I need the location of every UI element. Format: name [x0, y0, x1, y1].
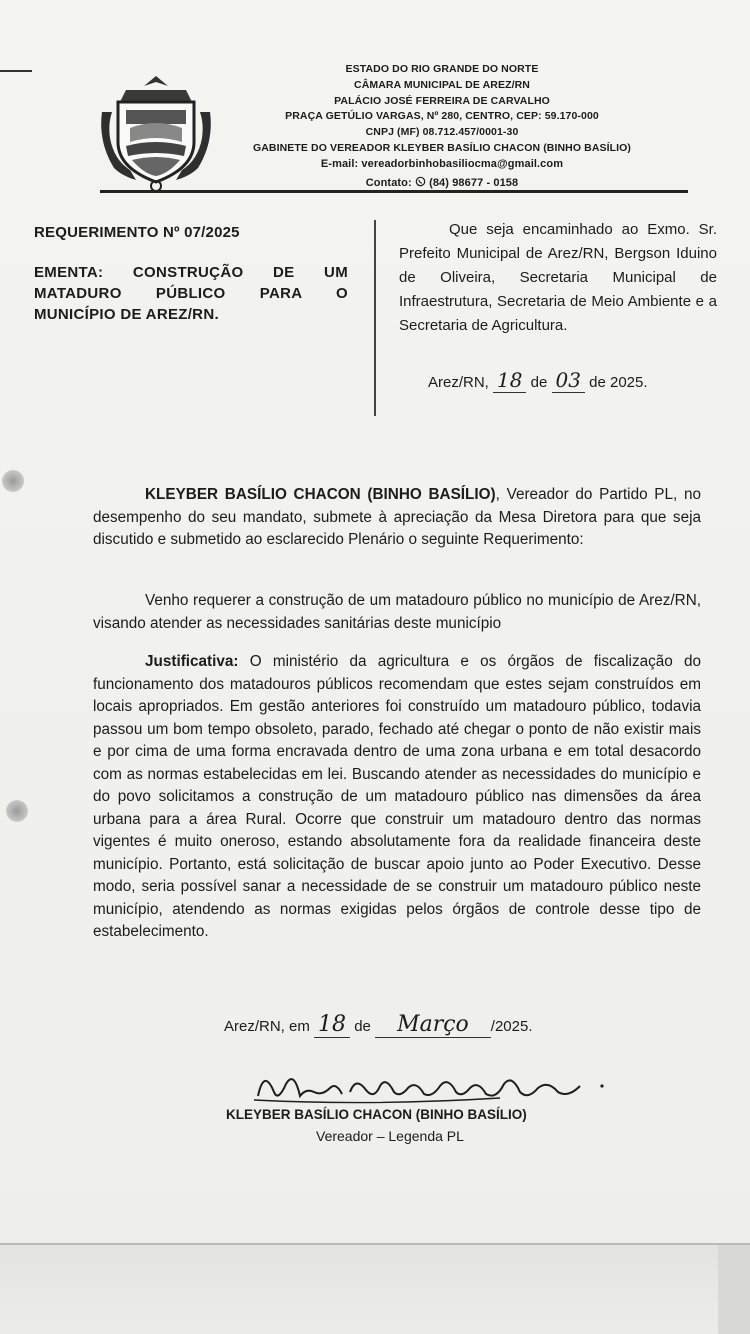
- date-top-day: 18: [493, 368, 526, 393]
- date-top-prefix: Arez/RN,: [428, 374, 489, 391]
- date-bottom: [224, 1012, 533, 1037]
- requerimento-number: REQUERIMENTO Nº 07/2025: [34, 224, 240, 241]
- date-bottom-year: /2025.: [490, 1018, 533, 1035]
- contact-phone: (84) 98677 - 0158: [429, 176, 519, 189]
- email-line: [222, 157, 662, 173]
- punch-hole-mark: [2, 470, 24, 492]
- cabinet-name: GABINETE DO VEREADOR KLEYBER BASÍLIO CHACON (BINHO BASÍLIO): [252, 141, 632, 154]
- ementa-line-1: EMENTA: CONSTRUÇÃO DE UM: [34, 264, 348, 281]
- justification-text: O ministério da agricultura e os órgãos de fiscalização do funcionamento dos matadouros públicos recomendam que estes sejam construídos em locais apropriados. Em gestão anteriores foi construído um matadouro público, todavia passou um bom tempo obsoleto, parado, fechado até chegar o ponto de não existir mais e por cima de uma forma encravada dentro de uma zona urbana e em total desacordo com as normas estabelecidas em lei. Buscando atender as necessidades do município e do povo solicitamos a construção de um matadouro público nas dimensões da área urbana para a área Rural. Ocorre que construir um matadouro dentro das normas vigentes é muito oneroso, estando absolutamente fora da realidade financeira deste município. Portanto, está solicitação de buscar apoio junto ao Poder Executivo. Desse modo, seria possível sanar a necessidade de se construir um matadouro público neste município, atendendo as normas exigidas pelos órgãos de controle desse tipo de estabelecimento.: [93, 653, 701, 940]
- paragraph-intro: [93, 484, 701, 552]
- cnpj: CNPJ (MF) 08.712.457/0001-30: [365, 126, 519, 139]
- background-strip: [718, 1245, 750, 1334]
- email-address: vereadorbinhobasiliocma@gmail.com: [361, 157, 564, 170]
- paragraph-request-text: Venho requerer a construção de um matadouro público no município de Arez/RN, visando atender as necessidades sanitárias deste município: [93, 592, 701, 632]
- justification-label: Justificativa:: [145, 653, 239, 670]
- date-bottom-day: 18: [314, 1012, 350, 1038]
- letterhead: [222, 62, 662, 191]
- ementa-line-3: MUNICÍPIO DE AREZ/RN.: [34, 306, 219, 323]
- palace-name: PALÁCIO JOSÉ FERREIRA DE CARVALHO: [334, 94, 550, 107]
- paragraph-request: [93, 590, 701, 635]
- email-label: E-mail:: [320, 157, 359, 170]
- signatory-role: Vereador – Legenda PL: [316, 1128, 464, 1144]
- councilor-name: KLEYBER BASÍLIO CHACON (BINHO BASÍLIO): [145, 486, 496, 503]
- contact-label: Contato:: [365, 176, 412, 189]
- ementa: [34, 262, 348, 325]
- date-top-month: 03: [552, 368, 585, 393]
- ementa-line-2: MATADURO PÚBLICO PARA O: [34, 285, 348, 302]
- page-edge-mark: [0, 70, 32, 72]
- whatsapp-icon: [415, 176, 426, 187]
- addressee-text: [399, 218, 717, 338]
- paragraph-justification: [93, 651, 701, 944]
- handwritten-signature: [250, 1062, 610, 1112]
- addressee-paragraph: Que seja encaminhado ao Exmo. Sr. Prefeito Municipal de Arez/RN, Bergson Iduino de Oliveira, Secretaria Municipal de Infraestrutura, Secretaria de Meio Ambiente e a Secretaria de Agricultura.: [399, 221, 717, 334]
- paragraph-intro-text: , Vereador do Partido PL, no desempenho do seu mandato, submete à apreciação da Mesa Diretora para que seja discutido e submetido ao esclarecido Plenário o seguinte Requerimento:: [93, 486, 701, 548]
- punch-hole-mark: [6, 800, 28, 822]
- state-name: ESTADO DO RIO GRANDE DO NORTE: [345, 63, 539, 75]
- contact-line: [222, 176, 662, 192]
- address: PRAÇA GETÚLIO VARGAS, Nº 280, CENTRO, CEP: 59.170-000: [285, 110, 599, 123]
- chamber-name: CÂMARA MUNICIPAL DE AREZ/RN: [354, 78, 530, 91]
- date-top-de1: de: [530, 374, 548, 391]
- date-top-year: 2025.: [609, 374, 648, 391]
- date-bottom-de: de: [354, 1018, 371, 1035]
- date-top-de2: de: [589, 374, 606, 391]
- municipal-crest-icon: [96, 72, 216, 192]
- date-top: [428, 368, 648, 392]
- date-bottom-prefix: Arez/RN, em: [224, 1018, 310, 1035]
- header-divider: [100, 190, 688, 193]
- signatory-name: KLEYBER BASÍLIO CHACON (BINHO BASÍLIO): [226, 1107, 527, 1122]
- background-surface: [0, 1245, 750, 1334]
- column-divider: [374, 220, 376, 416]
- date-bottom-month: Março: [375, 1012, 491, 1038]
